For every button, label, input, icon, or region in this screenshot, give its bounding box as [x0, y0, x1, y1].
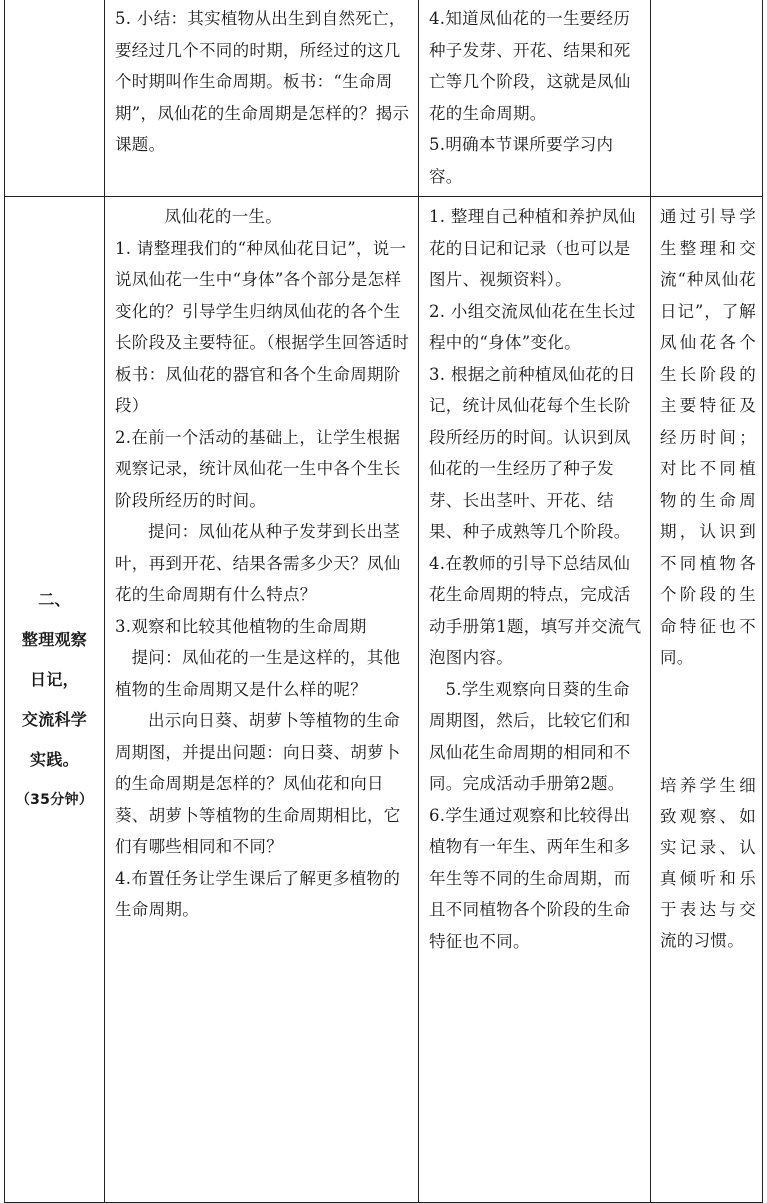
teacher-activity-cell	[105, 0, 419, 197]
student-item-2: 2. 小组交流凤仙花在生长过程中的“身体”变化。	[429, 301, 636, 352]
student-activity-cell	[419, 0, 651, 197]
teacher-item-2: 2.在前一个活动的基础上，让学生根据观察记录，统计凤仙花一生中各个生长阶段所经历的时间。	[115, 427, 401, 510]
student-summary-item-4: 4.知道凤仙花的一生要经历种子发芽、开花、结果和死亡等几个阶段，这就是凤仙花的生命周期。	[429, 9, 631, 123]
student-activity-cell	[419, 197, 651, 1203]
teacher-section-title: 凤仙花的一生。	[164, 207, 283, 226]
stage-title-line-2: 日记，	[30, 669, 79, 689]
stage-cell-empty	[5, 0, 105, 197]
purpose-text-1: 通过引导学生整理和交流“种凤仙花日记”，了解凤仙花各个生长阶段的主要特征及经历时间；对比不同植物的生命周期，认识到不同植物各个阶段的生命特征也不同。	[660, 207, 756, 667]
teacher-item-3: 3.观察和比较其他植物的生命周期	[115, 616, 367, 636]
teacher-summary-text: 5. 小结：其实植物从出生到自然死亡，要经过几个不同的时期，所经过的这几个时期叫作生命周期。板书：“生命周期”，凤仙花的生命周期是怎样的？揭示课题。	[115, 9, 410, 154]
teacher-activity-cell	[105, 197, 419, 1203]
table-row-stage-two	[5, 197, 763, 1203]
purpose-cell-empty	[651, 0, 763, 197]
student-item-3: 3. 根据之前种植凤仙花的日记，统计凤仙花每个生长阶段所经历的时间。认识到凤仙花的一生经历了种子发芽、长出茎叶、开花、结果、种子成熟等几个阶段。	[429, 364, 636, 541]
teacher-question-1: 提问：凤仙花从种子发芽到长出茎叶，再到开花、结果各需多少天？凤仙花的生命周期有什么特点？	[115, 522, 401, 604]
student-summary-item-5: 5.明确本节课所要学习内容。	[429, 135, 614, 186]
stage-title-line-4: 实践。	[30, 749, 79, 769]
teacher-question-2: 提问：凤仙花的一生是这样的，其他植物的生命周期又是什么样的呢？	[115, 648, 401, 699]
table-row-summary	[5, 0, 763, 197]
stage-title-line-3: 交流科学	[21, 709, 88, 729]
student-item-6: 6.学生通过观察和比较得出植物有一年生、两年生和多年生等不同的生命周期，而且不同植物各个阶段的生命特征也不同。	[429, 805, 631, 951]
stage-number: 二、	[38, 589, 71, 609]
purpose-spacer	[660, 674, 756, 770]
student-item-5: 5.学生观察向日葵的生命周期图，然后，比较它们和凤仙花生命周期的相同和不同。完成活动手册第2题。	[429, 679, 631, 793]
stage-duration: （35分钟）	[15, 791, 94, 808]
student-item-4: 4.在教师的引导下总结凤仙花生命周期的特点，完成活动手册第1题，填写并交流气泡图内容。	[429, 553, 642, 667]
lesson-plan-table	[4, 0, 763, 1203]
purpose-cell	[651, 197, 763, 1203]
teacher-item-1: 1. 请整理我们的“种凤仙花日记”，说一说凤仙花一生中“身体”各个部分是怎样变化的？引导学生归纳凤仙花的各个生长阶段及主要特征。（根据学生回答适时板书：凤仙花的器官和各个生命周期阶段）	[115, 238, 410, 415]
stage-cell	[5, 197, 105, 1203]
teacher-show-diagram: 出示向日葵、胡萝卜等植物的生命周期图，并提出问题：向日葵、胡萝卜的生命周期是怎样的？凤仙花和向日葵、胡萝卜等植物的生命周期相比，它们有哪些相同和不同？	[115, 711, 401, 856]
teacher-item-4: 4.布置任务让学生课后了解更多植物的生命周期。	[115, 868, 401, 919]
student-item-1: 1. 整理自己种植和养护凤仙花的日记和记录（也可以是图片、视频资料）。	[429, 207, 636, 289]
purpose-text-2: 培养学生细致观察、如实记录、认真倾听和乐于表达与交流的习惯。	[660, 775, 756, 950]
stage-title-line-1: 整理观察	[21, 629, 88, 649]
